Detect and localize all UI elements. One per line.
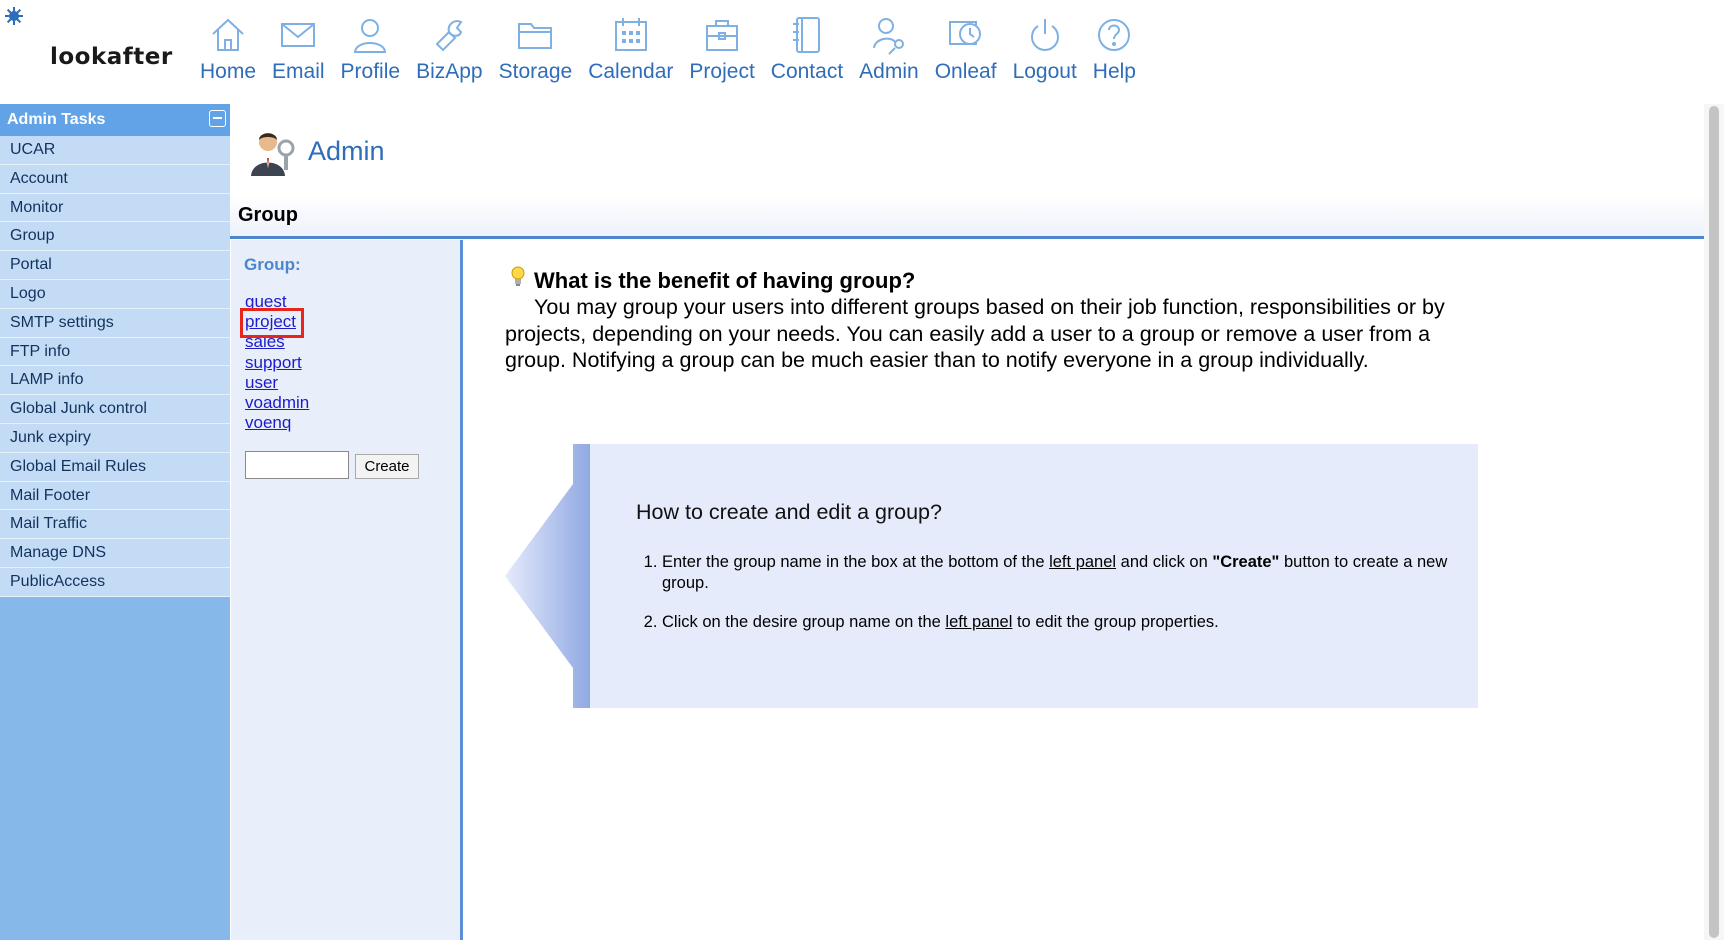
nav-onleaf[interactable]	[935, 14, 997, 84]
gear-icon[interactable]	[4, 6, 24, 26]
nav-contact-label: Contact	[770, 60, 844, 83]
section-title: Group	[238, 204, 298, 226]
top-bar	[0, 0, 1724, 104]
storage-icon	[515, 14, 555, 56]
nav-home-label: Home	[200, 60, 257, 83]
help-icon	[1094, 14, 1134, 56]
step1-text-a: Enter the group name in the box at the bottom of the	[662, 553, 1050, 571]
nav-project[interactable]	[689, 14, 754, 84]
highlight-box	[240, 308, 304, 338]
admin-avatar-icon	[248, 128, 298, 178]
nav-profile-label: Profile	[340, 60, 401, 83]
step1-left-panel-link: left panel	[1049, 553, 1117, 571]
nav-logout[interactable]	[1013, 14, 1077, 84]
nav-calendar-label: Calendar	[588, 60, 674, 83]
vertical-scrollbar[interactable]	[1704, 104, 1724, 940]
nav-profile[interactable]	[341, 14, 401, 84]
sidebar-item-mail-traffic[interactable]: Mail Traffic	[0, 510, 230, 539]
sidebar-item-mail-footer[interactable]: Mail Footer	[0, 482, 230, 511]
group-left-panel	[231, 240, 463, 940]
contact-icon	[787, 14, 827, 56]
nav-email[interactable]	[272, 14, 325, 84]
sidebar-title: Admin Tasks	[7, 111, 106, 128]
group-link-sales[interactable]: sales	[245, 332, 285, 352]
faq-answer: You may group your users into different groups based on their job function, responsibilities or by projects, depending on your needs. You can easily add a user to a group or remove a user from a group. Notifying a group can be much easier than to notify everyone in a group individually.	[505, 295, 1445, 372]
sidebar-item-global-email-rules[interactable]: Global Email Rules	[0, 453, 230, 482]
howto-step-1	[662, 552, 1477, 593]
sidebar-item-manage-dns[interactable]: Manage DNS	[0, 539, 230, 568]
profile-icon	[350, 14, 390, 56]
nav-bizapp-label: BizApp	[416, 60, 483, 83]
nav-home[interactable]	[200, 14, 256, 84]
nav-logout-label: Logout	[1012, 60, 1077, 83]
step2-text-a: Click on the desire group name on the	[662, 613, 946, 631]
nav-project-label: Project	[689, 60, 755, 83]
sidebar-item-logo[interactable]: Logo	[0, 280, 230, 309]
nav-onleaf-label: Onleaf	[934, 60, 997, 83]
sidebar-item-global-junk-control[interactable]: Global Junk control	[0, 395, 230, 424]
group-link-user[interactable]: user	[245, 372, 279, 392]
admin-icon	[869, 14, 909, 56]
sidebar-item-group[interactable]: Group	[0, 222, 230, 251]
group-list-label: Group:	[244, 255, 301, 274]
sidebar-item-junk-expiry[interactable]: Junk expiry	[0, 424, 230, 453]
create-button[interactable]: Create	[355, 454, 419, 479]
sidebar-item-smtp-settings[interactable]: SMTP settings	[0, 309, 230, 338]
email-icon	[278, 14, 318, 56]
scrollbar-thumb[interactable]	[1709, 106, 1719, 938]
nav-contact[interactable]	[771, 14, 843, 84]
nav-bizapp[interactable]	[416, 14, 483, 84]
project-icon	[702, 14, 742, 56]
nav-calendar[interactable]	[588, 14, 673, 84]
app-logo: lookafter	[50, 44, 173, 70]
step2-left-panel-link: left panel	[945, 613, 1013, 631]
sidebar-item-portal[interactable]: Portal	[0, 251, 230, 280]
collapse-icon[interactable]	[209, 110, 226, 127]
nav-admin-label: Admin	[859, 60, 919, 83]
step1-text-c: button to create a new group.	[662, 553, 1448, 592]
group-link-project[interactable]: project	[245, 312, 297, 332]
section-header	[230, 196, 1704, 239]
step1-text-b: and click on	[1116, 553, 1213, 571]
step1-create-bold: "Create"	[1212, 553, 1280, 571]
group-link-voenq[interactable]: voenq	[245, 413, 292, 433]
nav-email-label: Email	[272, 60, 325, 83]
nav-admin[interactable]	[859, 14, 919, 84]
group-link-voadmin[interactable]: voadmin	[245, 393, 310, 413]
sidebar-item-ucar[interactable]: UCAR	[0, 136, 230, 165]
nav-storage-label: Storage	[498, 60, 573, 83]
sidebar-item-account[interactable]: Account	[0, 165, 230, 194]
sidebar-item-lamp-info[interactable]: LAMP info	[0, 366, 230, 395]
left-arrow-icon	[505, 444, 591, 708]
admin-tasks-sidebar	[0, 104, 230, 940]
nav-help[interactable]	[1093, 14, 1136, 84]
sidebar-item-publicaccess[interactable]: PublicAccess	[0, 568, 230, 597]
group-link-guest[interactable]: guest	[245, 292, 287, 311]
logout-icon	[1025, 14, 1065, 56]
howto-steps	[636, 552, 1477, 652]
calendar-icon	[611, 14, 651, 56]
howto-step-2	[662, 612, 1477, 633]
sidebar-item-ftp-info[interactable]: FTP info	[0, 338, 230, 367]
sidebar-item-monitor[interactable]: Monitor	[0, 194, 230, 223]
howto-title: How to create and edit a group?	[636, 500, 942, 524]
home-icon	[208, 14, 248, 56]
main-nav	[200, 14, 1152, 84]
page-title: Admin	[308, 136, 385, 166]
lightbulb-icon	[510, 266, 526, 288]
group-name-input[interactable]	[245, 451, 349, 479]
faq-question: What is the benefit of having group?	[534, 268, 916, 293]
step2-text-b: to edit the group properties.	[1012, 613, 1219, 631]
onleaf-icon	[946, 14, 986, 56]
group-link-support[interactable]: support	[245, 352, 302, 372]
bizapp-icon	[429, 14, 469, 56]
nav-storage[interactable]	[499, 14, 573, 84]
nav-help-label: Help	[1092, 60, 1136, 83]
sidebar-header	[0, 104, 230, 136]
